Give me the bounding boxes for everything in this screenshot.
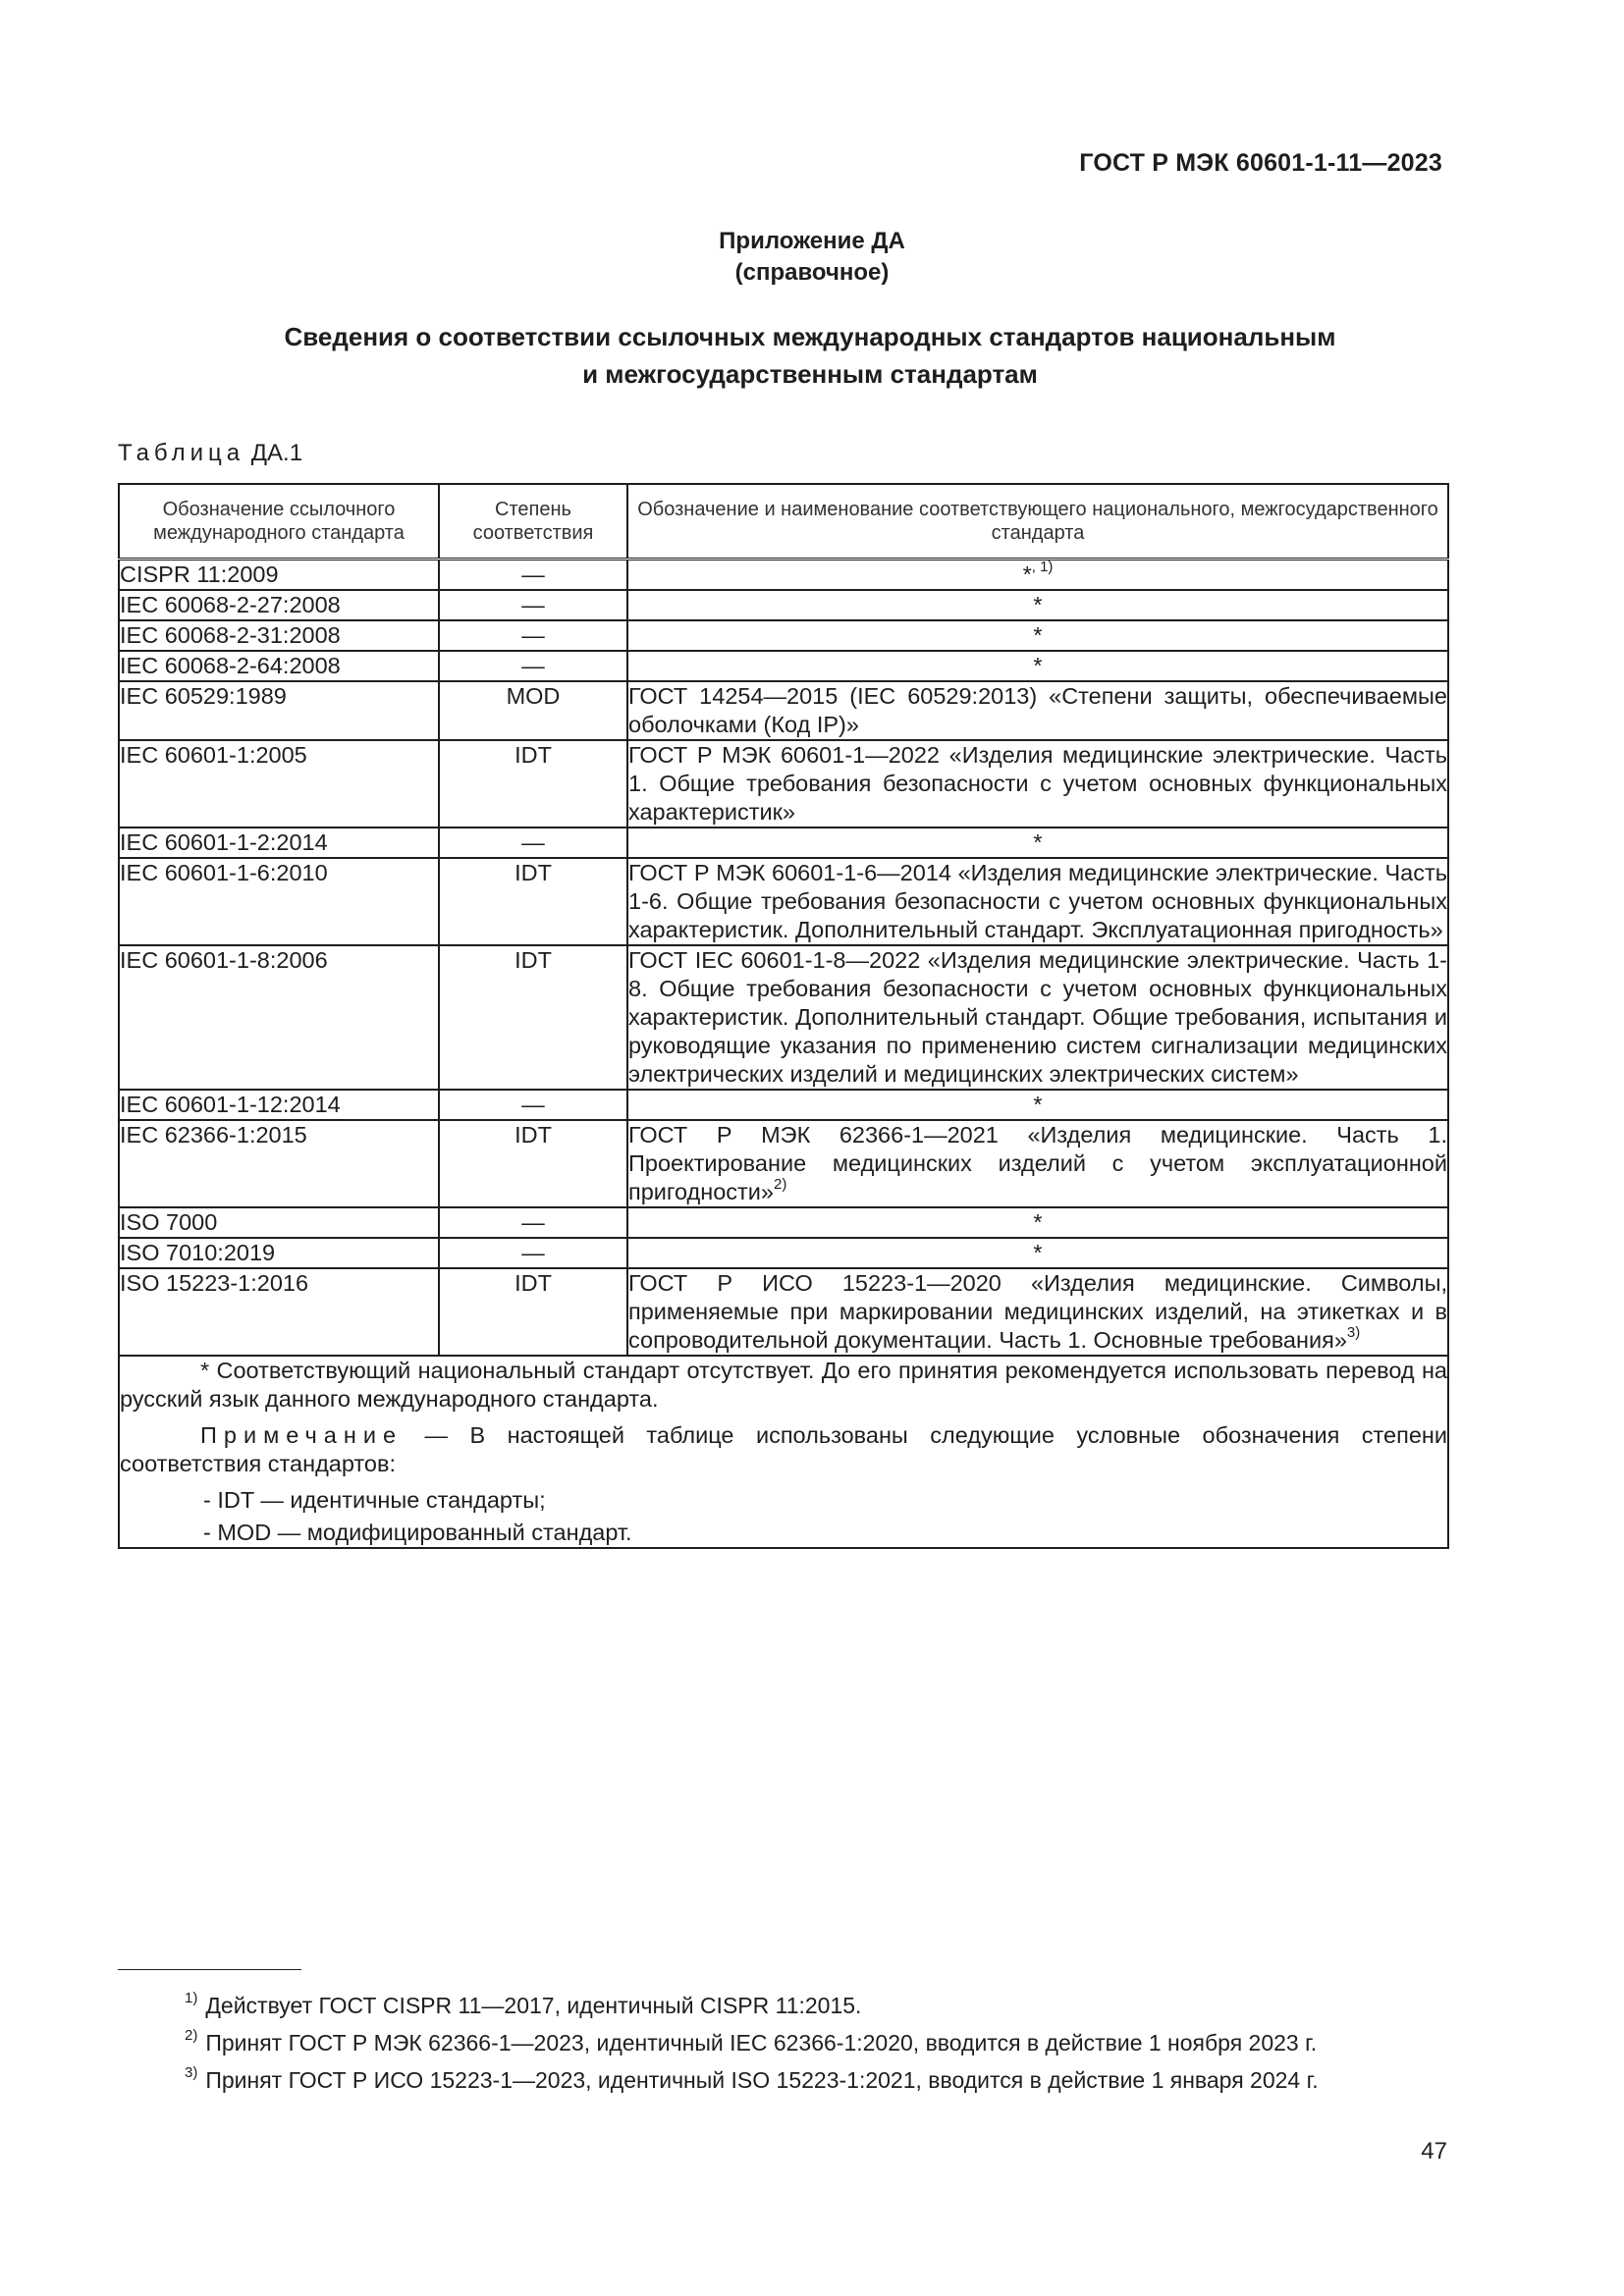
degree-cell: — <box>439 560 627 591</box>
national-standard-text: * <box>1033 1240 1043 1265</box>
header-degree: Степень соответствия <box>439 484 627 560</box>
table-row <box>119 681 1448 740</box>
national-standard-cell <box>627 620 1448 651</box>
table-row <box>119 620 1448 651</box>
table-row <box>119 1120 1448 1207</box>
degree-cell: — <box>439 651 627 681</box>
table-notes-row <box>119 1356 1448 1548</box>
footnote-mark: 2) <box>774 1176 787 1194</box>
table-row <box>119 1268 1448 1356</box>
ref-standard-cell: ISO 7010:2019 <box>119 1238 439 1268</box>
section-title-line1: Сведения о соответствии ссылочных международных стандартов национальным <box>284 322 1336 351</box>
national-standard-cell <box>627 828 1448 858</box>
footnote-text: Принят ГОСТ Р МЭК 62366-1—2023, идентичный IEC 62366-1:2020, вводится в действие 1 ноября 2023 г. <box>205 2030 1318 2056</box>
national-standard-text: ГОСТ 14254—2015 (IEC 60529:2013) «Степени защиты, обеспечиваемые оболочками (Код IP)» <box>628 683 1447 737</box>
primechanie-word: Примечание <box>200 1422 404 1448</box>
national-standard-cell <box>627 560 1448 591</box>
appendix-title: Приложение ДА <box>719 228 905 254</box>
ref-standard-cell: IEC 60601-1-8:2006 <box>119 945 439 1090</box>
document-code: ГОСТ Р МЭК 60601-1-11—2023 <box>1079 149 1442 177</box>
national-standard-text: ГОСТ Р МЭК 60601-1—2022 «Изделия медицинские электрические. Часть 1. Общие требования безопасности с учетом основных функциональных характеристик» <box>628 742 1447 825</box>
ref-standard-cell: IEC 60601-1:2005 <box>119 740 439 828</box>
degree-cell: IDT <box>439 1268 627 1356</box>
section-title <box>196 318 1424 393</box>
table-row <box>119 828 1448 858</box>
footnote <box>185 2061 1319 2099</box>
star-note: * Соответствующий национальный стандарт отсутствует. До его принятия рекомендуется использовать перевод на русский язык данного международного стандарта. <box>120 1358 1447 1412</box>
national-standard-text: ГОСТ Р ИСО 15223-1—2020 «Изделия медицинские. Символы, применяемые при маркировании медицинских изделий, на этикетках и в сопроводительной документации. Часть 1. Основные требования» <box>628 1270 1447 1353</box>
table-row <box>119 1090 1448 1120</box>
national-standard-text: * <box>1033 622 1043 648</box>
footnote-mark: 2) <box>185 2027 198 2045</box>
ref-standard-cell: IEC 60068-2-31:2008 <box>119 620 439 651</box>
national-standard-cell <box>627 1268 1448 1356</box>
note-idt: - IDT — идентичные стандарты; <box>203 1487 546 1513</box>
table-caption-id: ДА.1 <box>250 440 303 466</box>
degree-cell: IDT <box>439 1120 627 1207</box>
table-header-row <box>119 484 1448 560</box>
table-row <box>119 560 1448 591</box>
ref-standard-cell: IEC 60068-2-64:2008 <box>119 651 439 681</box>
table-notes <box>119 1356 1448 1548</box>
ref-standard-cell: IEC 60068-2-27:2008 <box>119 590 439 620</box>
footnote <box>185 1987 1319 2024</box>
note-mod: - MOD — модифицированный стандарт. <box>203 1520 632 1545</box>
degree-cell: — <box>439 620 627 651</box>
section-title-line2: и межгосударственным стандартам <box>582 359 1038 389</box>
table-row <box>119 945 1448 1090</box>
national-standard-cell <box>627 945 1448 1090</box>
footnote-mark: , 1) <box>1031 559 1054 576</box>
national-standard-text: * <box>1033 1092 1043 1117</box>
national-standard-text: * <box>1033 829 1043 855</box>
ref-standard-cell: IEC 60529:1989 <box>119 681 439 740</box>
ref-standard-cell: IEC 62366-1:2015 <box>119 1120 439 1207</box>
footnote-text: Действует ГОСТ CISPR 11—2017, идентичный CISPR 11:2015. <box>205 1993 862 2018</box>
national-standard-text: * <box>1022 561 1032 587</box>
degree-cell: — <box>439 1090 627 1120</box>
table-caption <box>118 440 302 467</box>
national-standard-text: ГОСТ IEC 60601-1-8—2022 «Изделия медицинские электрические. Часть 1-8. Общие требования безопасности с учетом основных функциональных характеристик. Дополнительный стандарт. Общие требования, испытания и руководящие указания по применению систем сигнализации медицинских электрических изделий и медицинских электрических систем» <box>628 947 1447 1087</box>
footnote-text: Принят ГОСТ Р ИСО 15223-1—2023, идентичный ISO 15223-1:2021, вводится в действие 1 января 2024 г. <box>205 2067 1319 2093</box>
primechanie-note <box>120 1421 1447 1478</box>
header-national-standard: Обозначение и наименование соответствующего национального, межгосударственного стандарта <box>627 484 1448 560</box>
table-row <box>119 858 1448 945</box>
national-standard-cell <box>627 1207 1448 1238</box>
standards-table <box>118 483 1449 1549</box>
national-standard-cell <box>627 1238 1448 1268</box>
degree-cell: — <box>439 1207 627 1238</box>
degree-cell: MOD <box>439 681 627 740</box>
national-standard-cell <box>627 590 1448 620</box>
appendix-kind: (справочное) <box>734 259 890 286</box>
national-standard-text: ГОСТ Р МЭК 60601-1-6—2014 «Изделия медицинские электрические. Часть 1-6. Общие требования безопасности с учетом основных функциональных характеристик. Дополнительный стандарт. Эксплуатационная пригодность» <box>628 860 1447 942</box>
footnotes <box>185 1987 1319 2099</box>
ref-standard-cell: ISO 15223-1:2016 <box>119 1268 439 1356</box>
table-row <box>119 590 1448 620</box>
primechanie-text: — В настоящей таблице использованы следующие условные обозначения степени соответствия стандартов: <box>120 1422 1447 1476</box>
footnote-mark: 1) <box>185 1990 198 2007</box>
table-row <box>119 1238 1448 1268</box>
degree-cell: IDT <box>439 945 627 1090</box>
header-ref-standard: Обозначение ссылочного международного стандарта <box>119 484 439 560</box>
ref-standard-cell: CISPR 11:2009 <box>119 560 439 591</box>
degree-cell: — <box>439 1238 627 1268</box>
ref-standard-cell: ISO 7000 <box>119 1207 439 1238</box>
footnote-mark: 3) <box>1346 1324 1361 1342</box>
footnote-separator <box>118 1969 301 1970</box>
ref-standard-cell: IEC 60601-1-6:2010 <box>119 858 439 945</box>
table-row <box>119 740 1448 828</box>
national-standard-cell <box>627 858 1448 945</box>
page-number: 47 <box>1421 2138 1447 2164</box>
table-row <box>119 651 1448 681</box>
ref-standard-cell: IEC 60601-1-2:2014 <box>119 828 439 858</box>
national-standard-text: * <box>1033 1209 1043 1235</box>
degree-cell: IDT <box>439 740 627 828</box>
national-standard-cell <box>627 1120 1448 1207</box>
national-standard-text: * <box>1033 653 1043 678</box>
table-caption-word: Таблица <box>118 440 245 466</box>
degree-cell: — <box>439 828 627 858</box>
table-row <box>119 1207 1448 1238</box>
national-standard-cell <box>627 651 1448 681</box>
national-standard-text: * <box>1033 592 1043 617</box>
degree-cell: — <box>439 590 627 620</box>
degree-cell: IDT <box>439 858 627 945</box>
national-standard-cell <box>627 740 1448 828</box>
ref-standard-cell: IEC 60601-1-12:2014 <box>119 1090 439 1120</box>
footnote <box>185 2024 1319 2061</box>
national-standard-cell <box>627 681 1448 740</box>
national-standard-cell <box>627 1090 1448 1120</box>
national-standard-text: ГОСТ Р МЭК 62366-1—2021 «Изделия медицинские. Часть 1. Проектирование медицинских изделий с учетом эксплуатационной пригодности» <box>628 1122 1447 1204</box>
footnote-mark: 3) <box>185 2064 198 2082</box>
